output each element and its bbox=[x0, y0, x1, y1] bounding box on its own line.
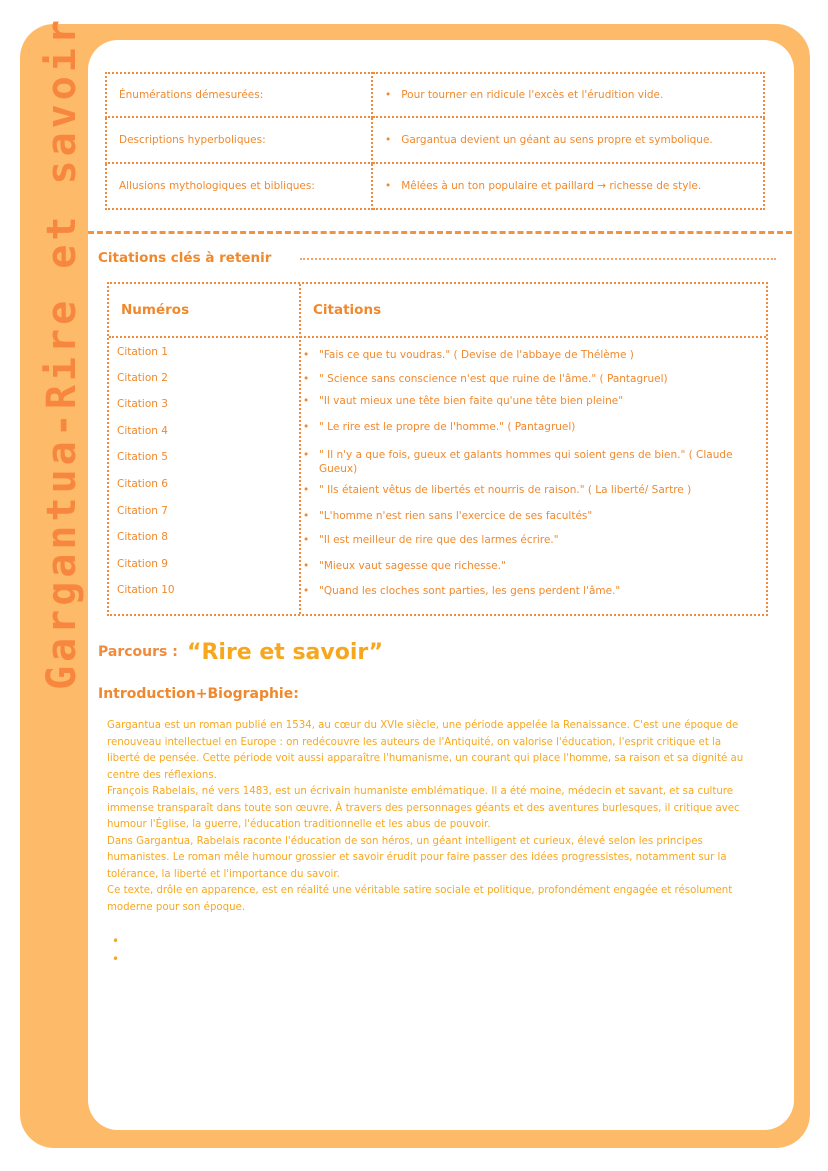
procede-label: Allusions mythologiques et bibliques: bbox=[106, 163, 372, 209]
citation-number: Citation 3 bbox=[117, 398, 168, 410]
citation-number: Citation 6 bbox=[117, 478, 168, 490]
side-title: Gargantua-Rire et savoir bbox=[39, 15, 85, 690]
citations-table bbox=[107, 282, 768, 616]
column-header-citations: Citations bbox=[313, 302, 382, 318]
procede-label: Énumérations démesurées: bbox=[106, 73, 372, 117]
citation-text: • "Il est meilleur de rire que des larmes écrire." bbox=[319, 533, 749, 547]
section-divider bbox=[88, 231, 792, 234]
citation-number: Citation 7 bbox=[117, 505, 168, 517]
parcours-title: “Rire et savoir” bbox=[187, 640, 384, 665]
heading-dotted-rule bbox=[300, 258, 776, 260]
intro-paragraph: Gargantua est un roman publié en 1534, au cœur du XVIe siècle, une période appelée la Renaissance. C'est une époque de renouveau intellectuel en Europe : on redécouvre les auteurs de l'Antiquité, on valorise l'éducation, l'esprit critique et la liberté de pensée. Cette période voit aussi apparaître l'humanisme, un courant qui place l'homme, sa raison et sa dignité au centre des réflexions. bbox=[107, 720, 744, 781]
procedes-table bbox=[105, 72, 765, 210]
empty-bullet: • bbox=[112, 934, 120, 948]
citation-number: Citation 9 bbox=[117, 558, 168, 570]
intro-paragraph: François Rabelais, né vers 1483, est un écrivain humaniste emblématique. Il a été moine, médecin et savant, et sa culture immense transparaît dans toute son œuvre. À travers des personnages géants et des aventures burlesques, il critique avec humour l'Église, la guerre, l'éducation traditionnelle et les abus de pouvoir. bbox=[107, 786, 740, 830]
citation-text: • "Mieux vaut sagesse que richesse." bbox=[319, 559, 749, 573]
citation-text: • " Ils étaient vêtus de libertés et nourris de raison." ( La liberté/ Sartre ) bbox=[319, 483, 749, 497]
citation-number: Citation 1 bbox=[117, 346, 168, 358]
procede-text: • Pour tourner en ridicule l'excès et l'érudition vide. bbox=[372, 73, 764, 117]
procede-text: • Gargantua devient un géant au sens propre et symbolique. bbox=[372, 117, 764, 163]
citation-text: • " Le rire est le propre de l'homme." ( Pantagruel) bbox=[319, 420, 749, 434]
citation-text: • " Science sans conscience n'est que ruine de l'âme." ( Pantagruel) bbox=[319, 372, 749, 386]
intro-paragraph: Dans Gargantua, Rabelais raconte l'éducation de son héros, un géant intelligent et curieux, élevé selon les principes humanistes. Le roman mêle humour grossier et savoir érudit pour faire passer des idées progressistes, notamment sur la tolérance, la liberté et l'importance du savoir. bbox=[107, 835, 727, 880]
procede-text: • Mêlées à un ton populaire et paillard → richesse de style. bbox=[372, 163, 764, 209]
intro-paragraph: Ce texte, drôle en apparence, est en réalité une véritable satire sociale et politique, profondément engagée et résolument moderne pour son époque. bbox=[107, 885, 733, 913]
table-row bbox=[106, 163, 764, 209]
intro-text bbox=[107, 718, 757, 916]
citation-text: • "Quand les cloches sont parties, les gens perdent l'âme." bbox=[319, 584, 749, 598]
citation-number: Citation 5 bbox=[117, 451, 168, 463]
citation-text: • "Il vaut mieux une tête bien faite qu'une tête bien pleine" bbox=[319, 394, 749, 408]
empty-bullet: • bbox=[112, 952, 120, 966]
table-row bbox=[106, 117, 764, 163]
column-header-numeros: Numéros bbox=[121, 302, 190, 318]
citation-text: • " Il n'y a que fois, gueux et galants hommes qui soient gens de bien." ( Claude Gueux) bbox=[319, 448, 749, 476]
parcours-label: Parcours : bbox=[98, 644, 178, 660]
citation-number: Citation 2 bbox=[117, 372, 168, 384]
intro-heading: Introduction+Biographie: bbox=[98, 686, 299, 702]
citations-heading: Citations clés à retenir bbox=[98, 250, 272, 266]
citation-text: • "L'homme n'est rien sans l'exercice de ses facultés" bbox=[319, 509, 749, 523]
table-row bbox=[106, 73, 764, 117]
citation-number: Citation 10 bbox=[117, 584, 175, 596]
citation-text: • "Fais ce que tu voudras." ( Devise de l'abbaye de Thélème ) bbox=[319, 348, 749, 362]
procede-label: Descriptions hyperboliques: bbox=[106, 117, 372, 163]
citation-number: Citation 4 bbox=[117, 425, 168, 437]
citation-number: Citation 8 bbox=[117, 531, 168, 543]
